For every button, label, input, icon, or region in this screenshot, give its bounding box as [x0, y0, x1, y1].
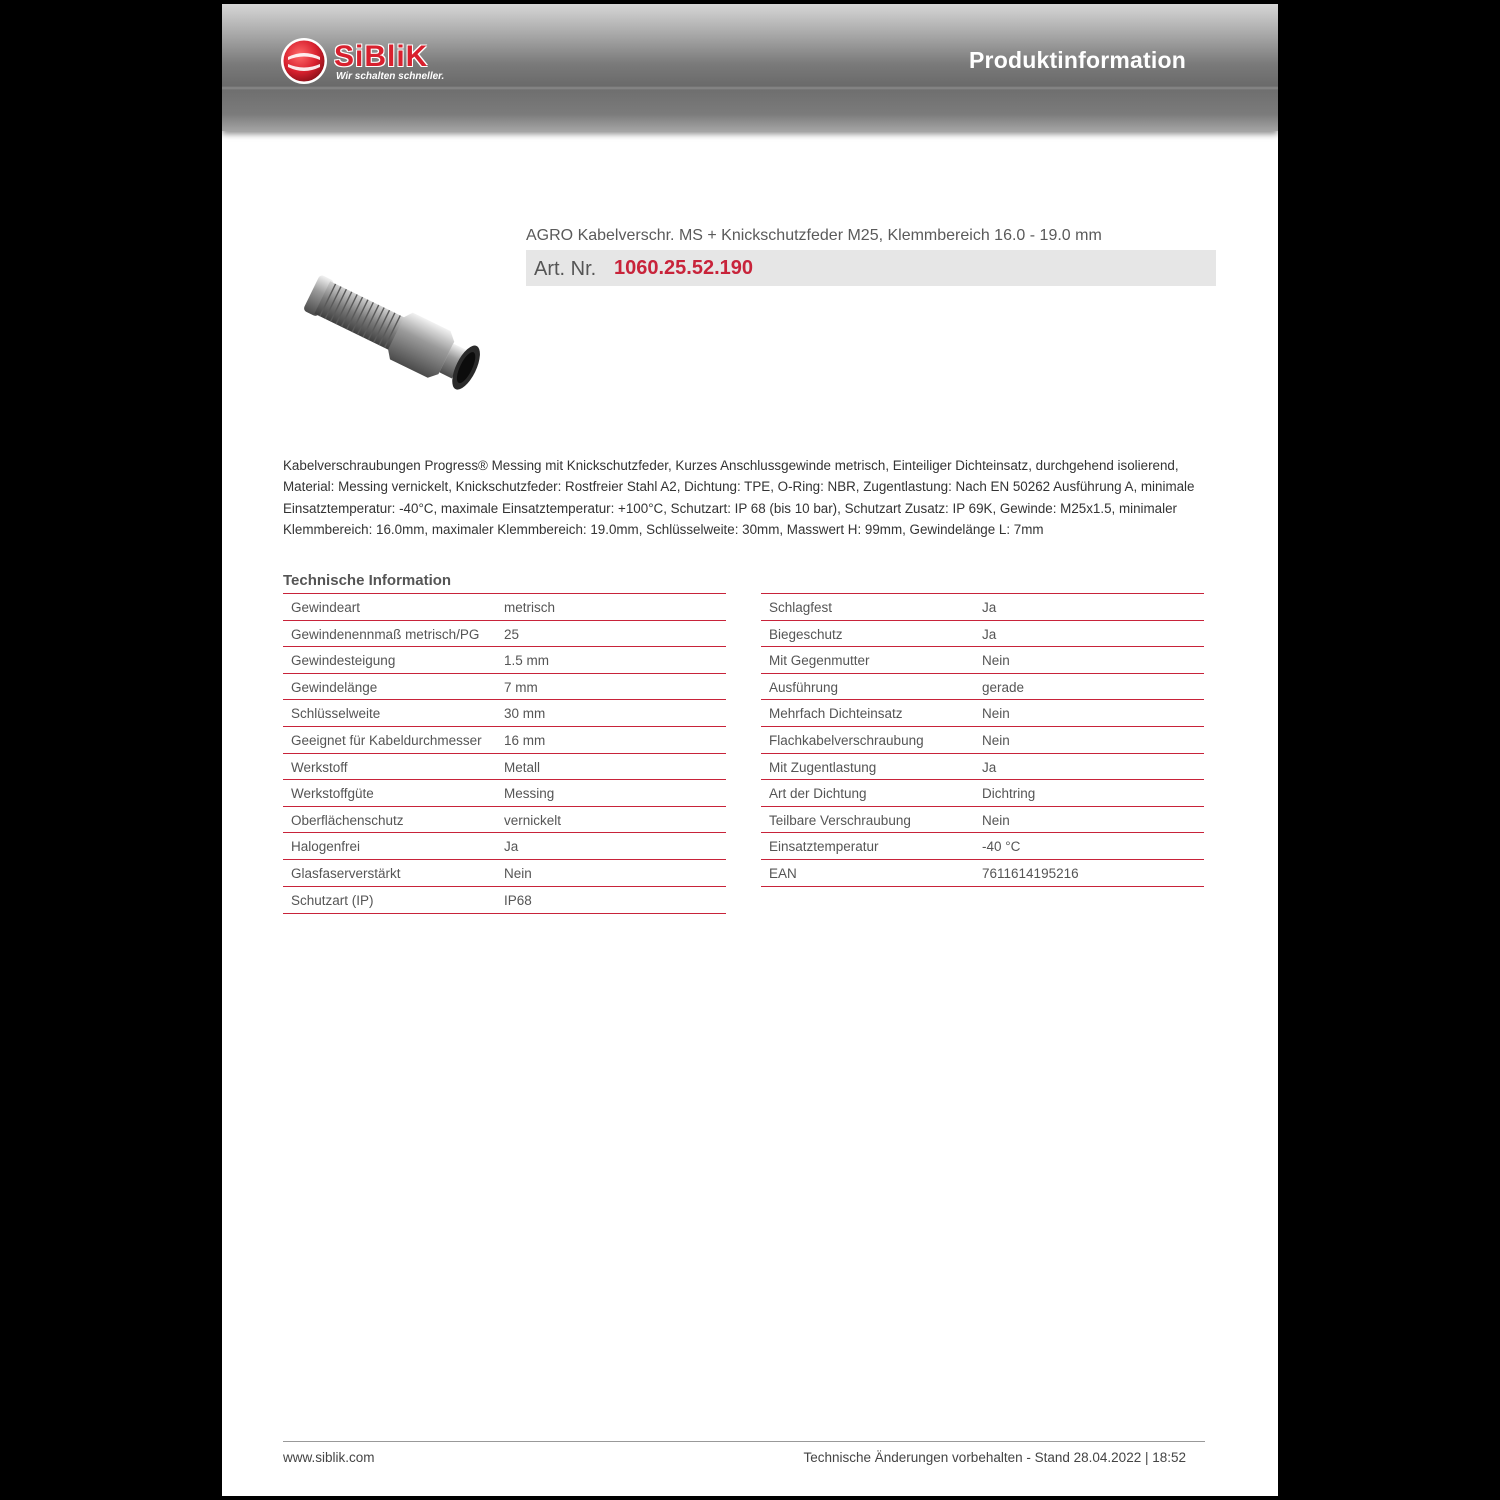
tech-table-row: [283, 806, 726, 833]
tech-property-name: Oberflächenschutz: [291, 812, 404, 828]
tech-property-name: Gewindeart: [291, 600, 361, 615]
tech-property-value: Dichtring: [982, 786, 1036, 802]
tech-property-value: Metall: [504, 759, 541, 775]
footer-divider: [283, 1441, 1205, 1442]
footer-note: Technische Änderungen vorbehalten - Stand 28.04.2022 | 18:52: [803, 1450, 1186, 1465]
tech-property-name: Schlagfest: [769, 600, 833, 615]
header-title: Produktinformation: [969, 47, 1186, 73]
tech-table-row: [761, 859, 1204, 887]
tech-table-row: [761, 620, 1204, 647]
tech-property-name: Schlüsselweite: [291, 706, 381, 722]
tech-table-row: [761, 806, 1204, 833]
tech-table-right: [761, 593, 1204, 887]
tech-table-row: [761, 673, 1204, 700]
tech-property-name: Gewindesteigung: [291, 653, 396, 669]
tech-table-row: [283, 699, 726, 726]
tech-property-name: Art der Dichtung: [769, 786, 867, 802]
tech-property-name: Teilbare Verschraubung: [769, 812, 911, 828]
brand-tagline: Wir schalten schneller.: [336, 71, 445, 82]
tech-property-name: Glasfaserverstärkt: [291, 865, 401, 881]
tech-property-value: Nein: [504, 865, 532, 881]
tech-table-row: [283, 753, 726, 780]
tech-table-left: [283, 593, 726, 914]
tech-table-row: [761, 699, 1204, 726]
tech-property-name: Gewindelänge: [291, 679, 378, 695]
tech-table-row: [283, 779, 726, 806]
tech-property-value: 7611614195216: [982, 865, 1079, 881]
tech-property-name: Mit Zugentlastung: [769, 759, 877, 775]
tech-table-row: [283, 726, 726, 753]
tech-property-name: Ausführung: [769, 679, 839, 695]
tech-property-value: Ja: [982, 759, 997, 775]
tech-table-row: [761, 593, 1204, 620]
tech-property-name: Biegeschutz: [769, 626, 843, 642]
article-number-label: Art. Nr.: [534, 258, 597, 280]
footer-website[interactable]: www.siblik.com: [283, 1450, 375, 1465]
brand-name: SiBliK: [334, 40, 429, 73]
tech-property-value: Nein: [982, 732, 1010, 748]
tech-property-name: Mit Gegenmutter: [769, 653, 870, 669]
tech-property-value: Nein: [982, 706, 1010, 722]
tech-property-value: 25: [504, 626, 520, 642]
tech-property-name: Geeignet für Kabeldurchmesser: [291, 732, 482, 748]
tech-property-value: gerade: [982, 679, 1025, 695]
tech-table-row: [283, 859, 726, 886]
tech-table-row: [283, 673, 726, 700]
tech-property-value: 7 mm: [504, 679, 538, 695]
tech-property-name: Werkstoffgüte: [291, 786, 374, 802]
tech-property-value: vernickelt: [504, 812, 562, 828]
tech-property-value: Ja: [982, 600, 997, 615]
tech-property-name: EAN: [769, 865, 797, 881]
tech-property-value: Ja: [982, 626, 997, 642]
tech-property-value: Messing: [504, 786, 555, 802]
tech-property-value: Nein: [982, 653, 1010, 669]
tech-property-name: Einsatztemperatur: [769, 839, 879, 855]
tech-property-name: Schutzart (IP): [291, 892, 374, 908]
tech-table-row: [283, 593, 726, 620]
page-header: [222, 4, 1278, 131]
tech-table-row: [283, 646, 726, 673]
tech-property-value: 30 mm: [504, 706, 546, 722]
tech-table-row: [283, 886, 726, 914]
tech-property-value: Ja: [504, 839, 519, 855]
tech-property-value: Nein: [982, 812, 1010, 828]
product-image: [282, 262, 502, 412]
tech-table-row: [761, 779, 1204, 806]
article-number: 1060.25.52.190: [614, 257, 754, 279]
product-description: Kabelverschraubungen Progress® Messing mit Knickschutzfeder, Kurzes Anschlussgewinde metrisch, Einteiliger Dichteinsatz, durchgehend isolierend, Material: Messing vernickelt, Knickschutzfeder: Rostfreier Stahl A2, Dichtung: TPE, O-Ring: NBR, Zugentlastung: Nach EN 50262 Ausführung A, minimale Einsatztemperatur: -40°C, maximale Einsatztemperatur: +100°C, Schutzart: IP 68 (bis 10 bar), Schutzart Zusatz: IP 69K, Gewinde: M25x1.5, minimaler Klemmbereich: 16.0mm, maximaler Klemmbereich: 19.0mm, Schlüsselweite: 30mm, Masswert H: 99mm, Gewindelänge L: 7mm: [283, 458, 1195, 537]
tech-property-value: IP68: [504, 892, 532, 908]
tech-table-row: [761, 832, 1204, 859]
product-title: AGRO Kabelverschr. MS + Knickschutzfeder M25, Klemmbereich 16.0 - 19.0 mm: [526, 227, 1102, 244]
document-page: [222, 4, 1278, 1496]
tech-property-name: Mehrfach Dichteinsatz: [769, 706, 903, 722]
tech-property-name: Gewindenennmaß metrisch/PG: [291, 626, 480, 642]
article-number-bar: [526, 250, 1216, 286]
tech-info-title: Technische Information: [283, 572, 452, 589]
tech-property-name: Flachkabelverschraubung: [769, 732, 924, 748]
tech-property-value: 1.5 mm: [504, 653, 550, 669]
tech-property-value: -40 °C: [982, 839, 1021, 855]
tech-table-row: [761, 726, 1204, 753]
tech-table-row: [761, 646, 1204, 673]
tech-property-name: Werkstoff: [291, 759, 348, 775]
tech-table-row: [283, 832, 726, 859]
tech-table-row: [283, 620, 726, 647]
tech-table-row: [761, 753, 1204, 780]
tech-property-value: metrisch: [504, 600, 556, 615]
tech-property-value: 16 mm: [504, 732, 546, 748]
tech-property-name: Halogenfrei: [291, 839, 361, 855]
